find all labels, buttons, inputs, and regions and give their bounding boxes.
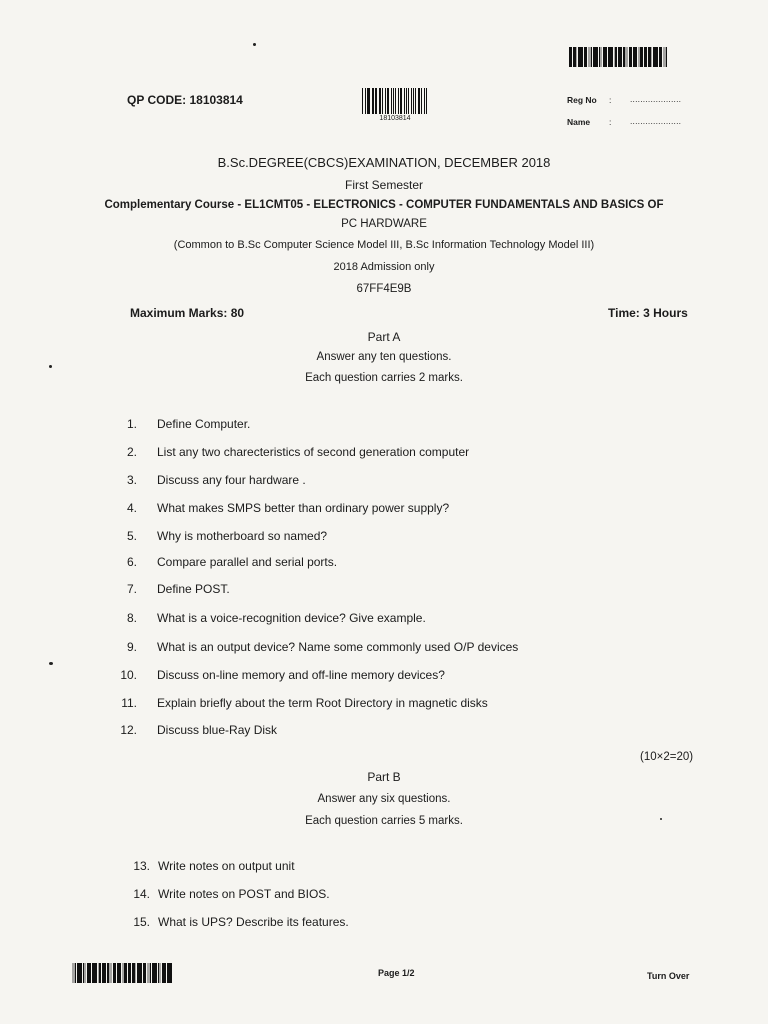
question-text: Discuss blue-Ray Disk	[157, 723, 278, 737]
barcode-bar	[380, 88, 381, 114]
qr-module	[588, 47, 591, 67]
max-marks: Maximum Marks: 80	[130, 306, 245, 320]
qr-module	[625, 47, 628, 67]
barcode-bar	[400, 88, 401, 114]
qr-module	[98, 963, 99, 983]
qr-module	[580, 47, 583, 67]
barcode-bar	[398, 88, 399, 114]
scan-speck	[253, 43, 256, 46]
barcode-bar	[375, 88, 377, 114]
top-qr-code	[569, 47, 687, 67]
question-number: 11.	[121, 696, 137, 710]
question-text: Define Computer.	[157, 417, 251, 431]
reg-no-field[interactable]: ....................	[630, 94, 682, 104]
qr-module	[585, 47, 587, 67]
question-text: What makes SMPS better than ordinary power supply?	[157, 501, 450, 515]
reg-no-separator: :	[609, 95, 612, 105]
course-line-2: PC HARDWARE	[341, 218, 427, 230]
barcode-bar	[406, 88, 407, 114]
qr-module	[640, 47, 643, 67]
barcode-bar	[393, 88, 394, 114]
question-text: What is UPS? Describe its features.	[158, 915, 349, 929]
qr-module	[570, 47, 572, 67]
part-a-marks-note: Each question carries 2 marks.	[305, 372, 463, 384]
barcode-bar	[388, 88, 389, 114]
part-a-title: Part A	[367, 330, 401, 344]
barcode-bar	[387, 88, 388, 114]
qr-module	[600, 47, 602, 67]
barcode-bar	[362, 88, 363, 114]
question-text: Write notes on POST and BIOS.	[158, 887, 330, 901]
qr-module	[154, 963, 157, 983]
part-b-instruction: Answer any six questions.	[317, 793, 451, 805]
exam-title: B.Sc.DEGREE(CBCS)EXAMINATION, DECEMBER 2018	[217, 155, 551, 170]
barcode-bar	[415, 88, 416, 114]
question-number: 9.	[126, 640, 137, 654]
qr-module	[129, 963, 131, 983]
qr-module	[169, 963, 172, 983]
scan-speck	[660, 818, 662, 820]
barcode-bar	[419, 88, 420, 114]
question-text: Write notes on output unit	[158, 859, 295, 873]
reg-no-label: Reg No	[567, 95, 597, 105]
qr-module	[84, 963, 86, 983]
question-text: Compare parallel and serial ports.	[157, 555, 338, 569]
barcode-bar	[395, 88, 396, 114]
barcode-bar	[418, 88, 419, 114]
question-text: Define POST.	[157, 582, 230, 596]
qr-module	[120, 963, 121, 983]
course-line-1: Complementary Course - EL1CMT05 - ELECTRONICS - COMPUTER FUNDAMENTALS AND BASICS OF	[104, 199, 664, 211]
qr-module	[636, 47, 637, 67]
barcode-bar	[424, 88, 425, 114]
qr-module	[614, 47, 615, 67]
qr-module	[655, 47, 658, 67]
question-number: 13.	[133, 859, 150, 873]
question-number: 5.	[126, 529, 137, 543]
question-text: What is a voice-recognition device? Give example.	[157, 611, 426, 625]
barcode-bar	[385, 88, 386, 114]
qr-module	[666, 47, 667, 67]
name-separator: :	[609, 117, 612, 127]
qr-module	[159, 963, 161, 983]
qr-module	[72, 963, 75, 983]
question-number: 1.	[126, 417, 137, 431]
qr-module	[135, 963, 136, 983]
scan-speck	[49, 662, 53, 665]
barcode-bar	[391, 88, 392, 114]
part-b-title: Part B	[367, 770, 401, 784]
question-text: What is an output device? Name some commonly used O/P devices	[157, 640, 519, 654]
qr-module	[576, 47, 577, 67]
page-number: Page 1/2	[378, 968, 415, 978]
qp-code	[127, 93, 243, 107]
barcode-bar	[382, 88, 383, 114]
question-number: 4.	[126, 501, 137, 515]
question-number: 2.	[126, 445, 137, 459]
qr-module	[638, 47, 640, 67]
barcode-bar	[411, 88, 412, 114]
barcode-bar	[401, 88, 402, 114]
qr-module	[591, 47, 592, 67]
question-text: Discuss any four hardware .	[157, 473, 306, 487]
question-number: 3.	[126, 473, 137, 487]
qr-module	[109, 963, 112, 983]
qr-module	[139, 963, 142, 983]
qr-module	[606, 47, 607, 67]
question-number: 8.	[126, 611, 137, 625]
qr-module	[79, 963, 82, 983]
barcode-bar	[408, 88, 410, 114]
qr-module	[660, 47, 662, 67]
barcode-bar	[368, 88, 369, 114]
barcode-bar	[379, 88, 380, 114]
qr-module	[165, 963, 166, 983]
qr-module	[90, 963, 91, 983]
name-label: Name	[567, 117, 591, 127]
question-text: Discuss on-line memory and off-line memory devices?	[157, 668, 445, 682]
question-text: Explain briefly about the term Root Directory in magnetic disks	[157, 696, 488, 710]
barcode-bar	[367, 88, 368, 114]
qr-module	[124, 963, 127, 983]
qr-module	[99, 963, 101, 983]
qr-module	[75, 963, 76, 983]
qr-module	[105, 963, 106, 983]
qr-module	[651, 47, 652, 67]
barcode-bar	[373, 88, 374, 114]
barcode	[362, 88, 428, 114]
paper-code: 67FF4E9B	[356, 283, 412, 295]
qr-module	[621, 47, 622, 67]
qr-module	[150, 963, 151, 983]
question-number: 6.	[126, 555, 137, 569]
barcode-number: 18103814	[379, 115, 411, 122]
question-number: 14.	[133, 887, 150, 901]
common-note: (Common to B.Sc Computer Science Model III, B.Sc Information Technology Model III)	[173, 239, 595, 251]
question-number: 12.	[120, 723, 137, 737]
qp-code-value: 18103814	[189, 93, 243, 107]
question-number: 7.	[126, 582, 137, 596]
qr-module	[610, 47, 613, 67]
part-a-instruction: Answer any ten questions.	[316, 351, 452, 363]
question-number: 10.	[120, 668, 137, 682]
semester: First Semester	[344, 178, 423, 192]
barcode-bar	[365, 88, 366, 114]
qr-module	[595, 47, 598, 67]
qr-module	[144, 963, 146, 983]
qr-module	[645, 47, 647, 67]
barcode-bar	[421, 88, 422, 114]
admission-note: 2018 Admission only	[333, 261, 435, 273]
barcode-bar	[404, 88, 405, 114]
qr-module	[114, 963, 116, 983]
barcode-bar	[372, 88, 373, 114]
question-text: List any two charecteristics of second generation computer	[157, 445, 470, 459]
qr-module	[630, 47, 632, 67]
qr-module	[663, 47, 666, 67]
barcode-bar	[426, 88, 427, 114]
part-b-marks-note: Each question carries 5 marks.	[305, 815, 463, 827]
time: Time: 3 Hours	[608, 306, 688, 320]
qr-module	[147, 963, 150, 983]
qp-code-label: QP CODE:	[127, 93, 187, 107]
turn-over: Turn Over	[647, 971, 690, 981]
name-field[interactable]: ....................	[630, 116, 682, 126]
bottom-qr-code	[72, 963, 192, 983]
part-a-marks-total: (10×2=20)	[640, 751, 694, 763]
question-number: 15.	[133, 915, 150, 929]
barcode-bar	[413, 88, 414, 114]
qr-module	[615, 47, 617, 67]
question-text: Why is motherboard so named?	[157, 529, 328, 543]
scan-speck	[49, 365, 52, 368]
qr-module	[122, 963, 124, 983]
qr-module	[94, 963, 97, 983]
